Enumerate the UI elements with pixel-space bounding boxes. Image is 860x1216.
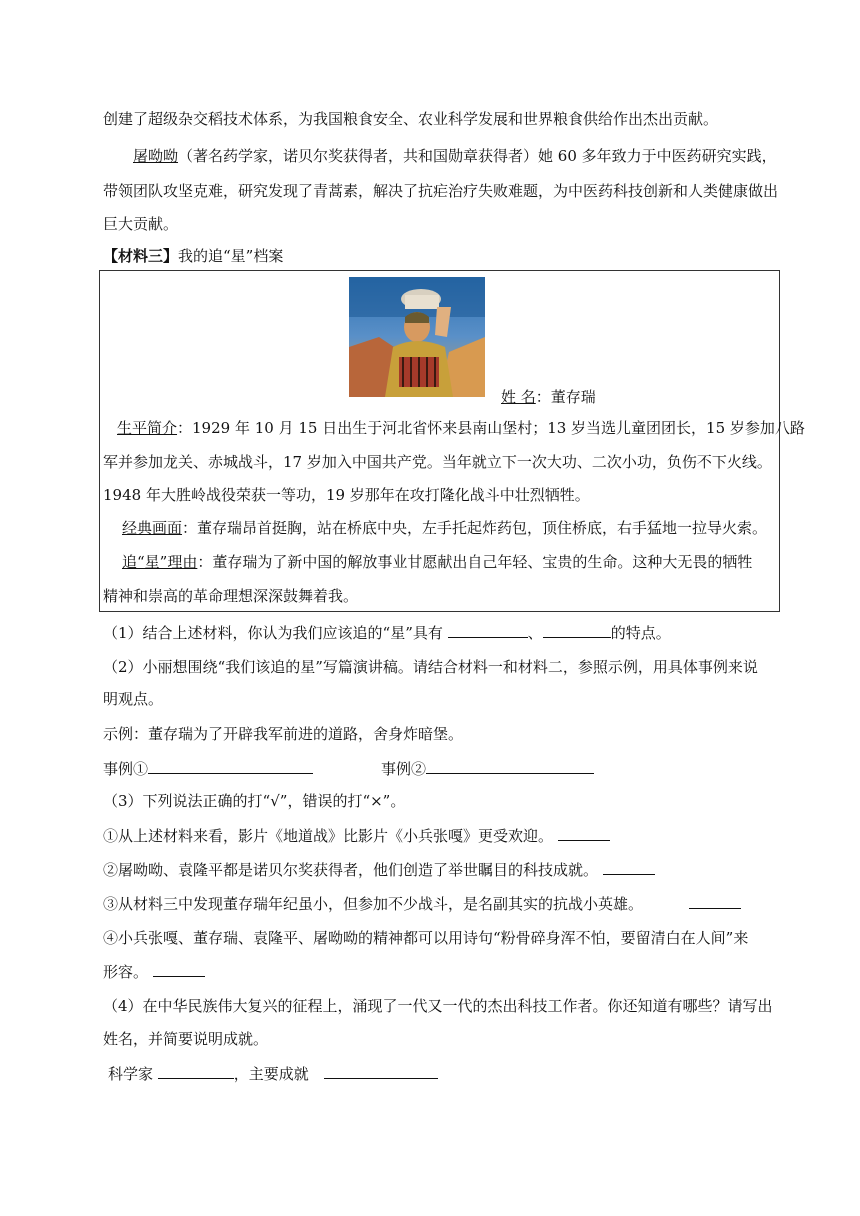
- tu-youyou-intro: [133, 146, 777, 166]
- material3-bracket: 【材料三】: [103, 247, 179, 265]
- q1-sep: 、: [527, 624, 543, 642]
- achievement-label: ，主要成就: [233, 1065, 309, 1083]
- reason-line2: 精神和崇高的革命理想深深鼓舞着我。: [103, 587, 359, 605]
- q3-item-2: [103, 859, 655, 880]
- q3-2-blank[interactable]: [603, 859, 655, 875]
- q3-4b-text: 形容。: [103, 963, 149, 981]
- question-4-line1: （4）在中华民族伟大复兴的征程上，涌现了一代又一代的杰出科技工作者。你还知道有哪些？请写出: [103, 997, 773, 1015]
- material3-heading: [103, 246, 283, 266]
- case1-blank[interactable]: [148, 758, 313, 774]
- name-value: ：董存瑞: [535, 388, 596, 406]
- profile-name: [501, 387, 596, 407]
- q3-1-blank[interactable]: [558, 825, 610, 841]
- tu-youyou-desc1: （著名药学家，诺贝尔奖获得者，共和国勋章获得者）她 60 多年致力于中医药研究实践，: [178, 147, 777, 165]
- q3-item-4a: ④小兵张嘎、董存瑞、袁隆平、屠呦呦的精神都可以用诗句“粉骨碎身浑不怕，要留清白在人间”来: [103, 929, 749, 947]
- q1-blank-2[interactable]: [543, 622, 611, 638]
- q3-item-1: [103, 825, 610, 846]
- bio-line3: 1948 年大胜岭战役荣获一等功，19 岁那年在攻打隆化战斗中壮烈牺牲。: [103, 486, 590, 504]
- q3-4-blank[interactable]: [153, 961, 205, 977]
- q3-1-text: ①从上述材料来看，影片《地道战》比影片《小兵张嘎》更受欢迎。: [103, 827, 554, 845]
- example-line: 示例：董存瑞为了开辟我军前进的道路，舍身炸暗堡。: [103, 725, 464, 743]
- q3-3-text: ③从材料三中发现董存瑞年纪虽小，但参加不少战斗，是名副其实的抗战小英雄。: [103, 895, 644, 913]
- q1-text-a: （1）结合上述材料，你认为我们应该追的“星”具有: [103, 624, 443, 642]
- q3-item-4b: [103, 961, 205, 982]
- q3-3-blank[interactable]: [689, 893, 741, 909]
- reason-text1: ：董存瑞为了新中国的解放事业甘愿献出自己年轻、宝贵的生命。这种大无畏的牺牲: [197, 553, 753, 571]
- scene-text: ：董存瑞昂首挺胸，站在桥底中央，左手托起炸药包，顶住桥底，右手猛地一拉导火索。: [182, 519, 768, 537]
- q1-text-b: 的特点。: [610, 624, 671, 642]
- case1-label: 事例①: [103, 760, 149, 778]
- scene-label: 经典画面: [122, 519, 183, 537]
- q3-2-text: ②屠呦呦、袁隆平都是诺贝尔奖获得者，他们创造了举世瞩目的科技成就。: [103, 861, 599, 879]
- question-2-line2: 明观点。: [103, 690, 164, 708]
- bio-text1: ：1929 年 10 月 15 日出生于河北省怀来县南山堡村；13 岁当选儿童团团长，15 岁参加八路: [177, 419, 805, 437]
- tu-youyou-name: 屠呦呦: [133, 147, 179, 165]
- case-1: [103, 758, 313, 779]
- tu-youyou-desc2: 带领团队攻坚克难，研究发现了青蒿素，解决了抗疟治疗失败难题，为中医药科技创新和人类健康做出: [103, 182, 779, 200]
- question-1: [103, 622, 671, 643]
- scientist-blank[interactable]: [158, 1063, 234, 1079]
- bio-line2: 军并参加龙关、赤城战斗，17 岁加入中国共产党。当年就立下一次大功、二次小功，负伤不下火线。: [103, 453, 772, 471]
- material3-title: 我的追“星”档案: [178, 247, 284, 265]
- scientist-label: 科学家: [108, 1065, 154, 1083]
- bio-line1: [117, 418, 805, 438]
- dong-cunrui-photo: [349, 277, 485, 397]
- question-2-line1: （2）小丽想围绕“我们该追的星”写篇演讲稿。请结合材料一和材料二，参照示例，用具体事例来说: [103, 658, 758, 676]
- q4-answer: [108, 1063, 438, 1084]
- question-4-line2: 姓名，并简要说明成就。: [103, 1030, 269, 1048]
- scene-line: [122, 518, 767, 538]
- name-label: 姓 名: [501, 388, 536, 406]
- dong-cunrui-illustration: [349, 277, 485, 397]
- tu-youyou-desc3: 巨大贡献。: [103, 215, 179, 233]
- bio-label: 生平简介: [117, 419, 178, 437]
- material2-line1: 创建了超级杂交稻技术体系，为我国粮食安全、农业科学发展和世界粮食供给作出杰出贡献。: [103, 110, 719, 128]
- case-2: [381, 758, 594, 779]
- case2-blank[interactable]: [426, 758, 594, 774]
- reason-line1: [122, 552, 752, 572]
- reason-label: 追“星”理由: [122, 553, 198, 571]
- q1-blank-1[interactable]: [448, 622, 528, 638]
- question-3: （3）下列说法正确的打“√”，错误的打“×”。: [103, 792, 406, 810]
- case2-label: 事例②: [381, 760, 427, 778]
- achievement-blank[interactable]: [324, 1063, 438, 1079]
- q3-item-3: [103, 893, 741, 914]
